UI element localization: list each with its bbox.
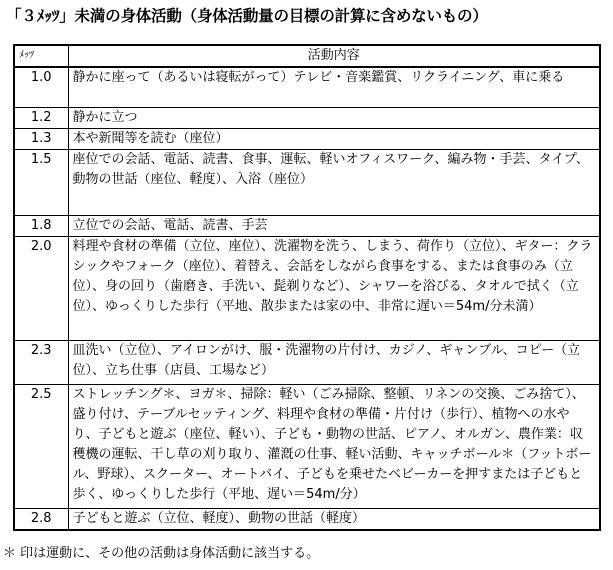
footnote: ＊ 印は運動に、その他の活動は身体活動に該当する。 xyxy=(3,546,320,561)
page-title: 「３ﾒｯﾂ」未満の身体活動（身体活動量の目標の計算に含めないもの） xyxy=(6,7,488,25)
table-row xyxy=(14,128,600,149)
table-row xyxy=(14,107,600,128)
activity-description: 立位での会話、電話、読書、手芸 xyxy=(68,215,600,236)
mets-activity-table xyxy=(13,44,601,531)
mets-value: 1.3 xyxy=(14,128,68,149)
table-row xyxy=(14,384,600,508)
activity-description: ストレッチング＊、ヨガ＊、掃除：軽い（ごみ掃除、整頓、リネンの交換、ごみ捨て）、盛り付け、テーブルセッティング、料理や食材の準備・片付け（歩行）、植物への水やり、子どもと遊ぶ（座位、軽い）、子ども・動物の世話、ピアノ、オルガン、農作業：収穫機の運転、干し草の刈り取り、灌漑の仕事、軽い活動、キャッチボール＊（フットボール、野球）、スクーター、オートバイ、子どもを乗せたベビーカーを押すまたは子どもと歩く、ゆっくりした歩行（平地、遅い＝54m/分） xyxy=(68,384,600,508)
table-row xyxy=(14,149,600,215)
mets-value: 2.8 xyxy=(14,508,68,530)
mets-value: 2.5 xyxy=(14,384,68,508)
table-row xyxy=(14,236,600,340)
mets-value: 2.3 xyxy=(14,340,68,384)
table-row xyxy=(14,508,600,530)
activity-description: 静かに座って（あるいは寝転がって）テレビ・音楽鑑賞、リクライニング、車に乗る xyxy=(68,67,600,107)
activity-description: 皿洗い（立位）、アイロンがけ、服・洗濯物の片付け、カジノ、ギャンブル、コピー（立位）、立ち仕事（店員、工場など） xyxy=(68,340,600,384)
mets-value: 1.2 xyxy=(14,107,68,128)
mets-value: 1.8 xyxy=(14,215,68,236)
mets-value: 2.0 xyxy=(14,236,68,340)
mets-value: 1.5 xyxy=(14,149,68,215)
activity-description: 本や新聞等を読む（座位） xyxy=(68,128,600,149)
table-row xyxy=(14,215,600,236)
table-row xyxy=(14,340,600,384)
mets-column-header: ﾒｯﾂ xyxy=(14,45,68,67)
table-row xyxy=(14,67,600,107)
activity-description: 料理や食材の準備（立位、座位）、洗濯物を洗う、しまう、荷作り（立位）、ギター：クラシックやフォーク（座位）、着替え、会話をしながら食事をする、または食事のみ（立位）、身の回り（歯磨き、手洗い、髭剃りなど）、シャワーを浴びる、タオルで拭く（立位）、ゆっくりした歩行（平地、散歩または家の中、非常に遅い＝54m/分未満） xyxy=(68,236,600,340)
table-header-row xyxy=(14,45,600,67)
activity-description: 子どもと遊ぶ（立位、軽度）、動物の世話（軽度） xyxy=(68,508,600,530)
activity-description: 座位での会話、電話、読書、食事、運転、軽いオフィスワーク、編み物・手芸、タイプ、動物の世話（座位、軽度）、入浴（座位） xyxy=(68,149,600,215)
mets-value: 1.0 xyxy=(14,67,68,107)
activity-description: 静かに立つ xyxy=(68,107,600,128)
activity-column-header: 活動内容 xyxy=(68,45,600,67)
